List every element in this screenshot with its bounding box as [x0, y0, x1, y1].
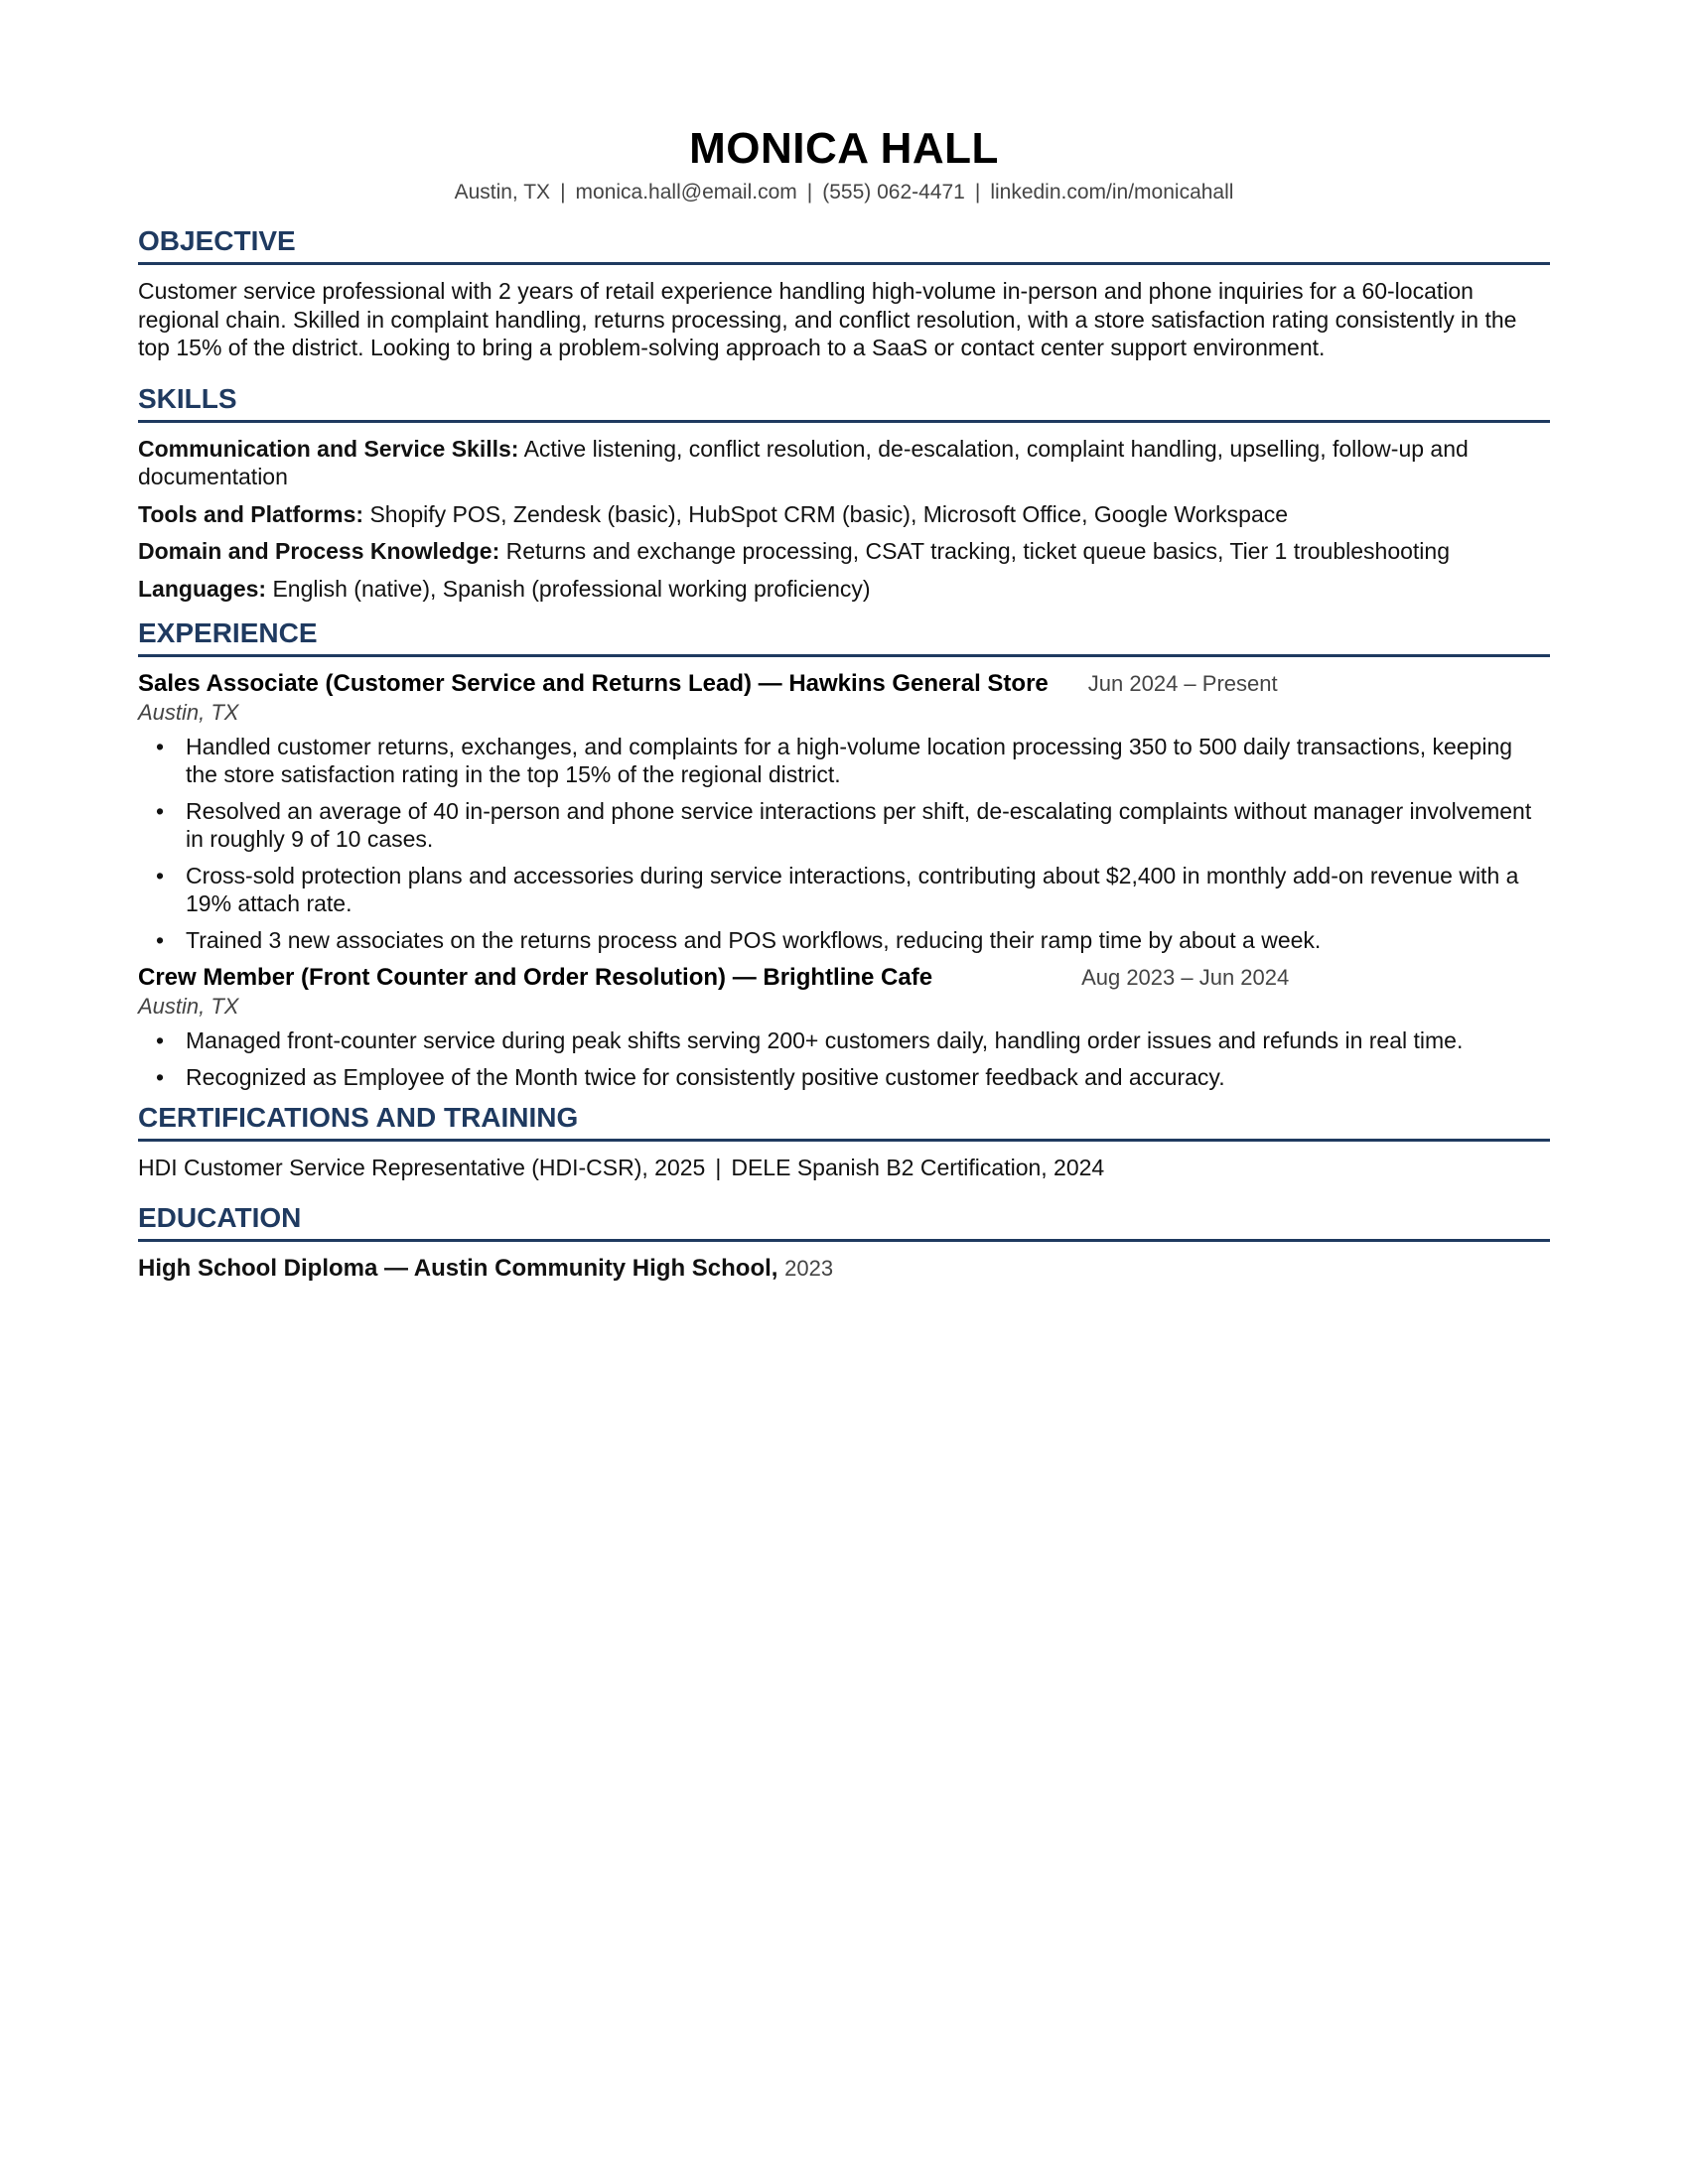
- list-item: [138, 862, 1550, 917]
- list-item: [138, 1026, 1550, 1054]
- bullet-icon: •: [156, 1027, 165, 1053]
- bullet-text: Managed front-counter service during peak shifts serving 200+ customers daily, handling order issues and refunds in real time.: [186, 1027, 1464, 1053]
- bullet-text: Handled customer returns, exchanges, and complaints for a high-volume location processing 350 to 500 daily transactions, keeping the store satisfaction rating in the top 15% of the regional district.: [186, 734, 1513, 787]
- section-title-education: EDUCATION: [138, 1201, 1550, 1242]
- job-location: Austin, TX: [138, 700, 239, 725]
- education-year: 2023: [784, 1256, 834, 1281]
- skill-item: [138, 435, 1550, 491]
- bullet-icon: •: [156, 798, 165, 824]
- job-bullets: [138, 733, 1550, 954]
- skill-value: Returns and exchange processing, CSAT tracking, ticket queue basics, Tier 1 troubleshooting: [505, 538, 1450, 564]
- bullet-text: Recognized as Employee of the Month twice for consistently positive customer feedback and accuracy.: [186, 1064, 1225, 1090]
- job-header: [138, 963, 1550, 993]
- certification-item: DELE Spanish B2 Certification, 2024: [731, 1155, 1105, 1180]
- contact-separator: |: [806, 181, 813, 204]
- job-entry: [138, 669, 1550, 954]
- job-title: Sales Associate (Customer Service and Returns Lead) — Hawkins General Store: [138, 670, 1049, 697]
- list-item: [138, 1063, 1550, 1091]
- list-item: [138, 926, 1550, 954]
- skill-item: [138, 500, 1550, 529]
- list-item: [138, 797, 1550, 853]
- job-entry: [138, 963, 1550, 1091]
- section-title-experience: EXPERIENCE: [138, 616, 1550, 657]
- education-section: [138, 1201, 1550, 1284]
- list-item: [138, 733, 1550, 788]
- contact-separator: |: [560, 181, 566, 204]
- certification-separator: |: [715, 1155, 722, 1180]
- job-header: [138, 669, 1550, 699]
- candidate-name: MONICA HALL: [689, 124, 999, 173]
- education-degree: High School Diploma — Austin Community High School,: [138, 1255, 778, 1282]
- education-entry: [138, 1254, 1550, 1284]
- objective-section: [138, 224, 1550, 362]
- skill-label: Tools and Platforms:: [138, 500, 364, 527]
- contact-phone[interactable]: (555) 062-4471: [822, 181, 965, 204]
- bullet-icon: •: [156, 863, 165, 888]
- job-dates: Aug 2023 – Jun 2024: [1081, 965, 1290, 990]
- bullet-text: Resolved an average of 40 in-person and phone service interactions per shift, de-escalating complaints without manager involvement in roughly 9 of 10 cases.: [186, 798, 1532, 852]
- contact-separator: |: [974, 181, 981, 204]
- skill-value: English (native), Spanish (professional working proficiency): [272, 575, 871, 602]
- bullet-icon: •: [156, 1064, 165, 1090]
- certifications-section: [138, 1101, 1550, 1181]
- skills-section: [138, 382, 1550, 604]
- bullet-text: Cross-sold protection plans and accessories during service interactions, contributing about $2,400 in monthly add-on revenue with a 19% attach rate.: [186, 863, 1519, 916]
- section-title-certifications: CERTIFICATIONS AND TRAINING: [138, 1101, 1550, 1142]
- skill-value: Shopify POS, Zendesk (basic), HubSpot CRM (basic), Microsoft Office, Google Workspace: [369, 500, 1289, 527]
- certification-item: HDI Customer Service Representative (HDI-CSR), 2025: [138, 1155, 706, 1180]
- section-title-skills: SKILLS: [138, 382, 1550, 423]
- job-location: Austin, TX: [138, 994, 239, 1019]
- contact-linkedin[interactable]: linkedin.com/in/monicahall: [990, 181, 1234, 204]
- skill-item: [138, 537, 1550, 566]
- skill-item: [138, 575, 1550, 604]
- contact-email[interactable]: monica.hall@email.com: [575, 181, 797, 204]
- skill-value: Active listening, conflict resolution, de-escalation, complaint handling, upselling, follow-up and documentation: [138, 435, 1469, 489]
- certifications-line: [138, 1154, 1550, 1181]
- job-title: Crew Member (Front Counter and Order Resolution) — Brightline Cafe: [138, 964, 933, 991]
- skill-label: Communication and Service Skills:: [138, 435, 519, 462]
- contact-location: Austin, TX: [454, 181, 551, 204]
- experience-section: [138, 616, 1550, 1091]
- skill-label: Domain and Process Knowledge:: [138, 538, 500, 564]
- job-dates: Jun 2024 – Present: [1087, 671, 1278, 696]
- contact-line: [138, 179, 1550, 206]
- section-title-objective: OBJECTIVE: [138, 224, 1550, 265]
- bullet-icon: •: [156, 927, 165, 953]
- skill-label: Languages:: [138, 575, 267, 602]
- bullet-text: Trained 3 new associates on the returns process and POS workflows, reducing their ramp time by about a week.: [186, 927, 1322, 953]
- objective-text: Customer service professional with 2 years of retail experience handling high-volume in-person and phone inquiries for a 60-location regional chain. Skilled in complaint handling, returns processing, and conflict resolution, with a store satisfaction rating consistently in the top 15% of the district. Looking to bring a problem-solving approach to a SaaS or contact center support environment.: [138, 278, 1517, 360]
- bullet-icon: •: [156, 734, 165, 759]
- job-bullets: [138, 1026, 1550, 1091]
